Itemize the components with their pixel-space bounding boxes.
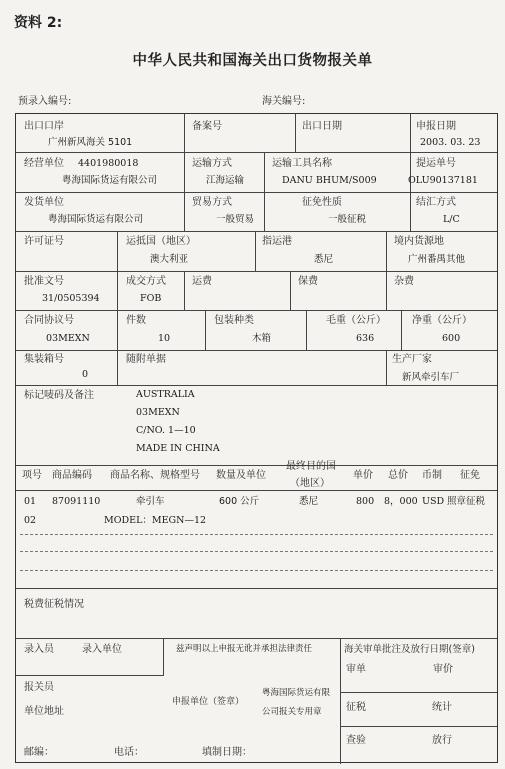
marks-label: 标记唛码及备注 <box>24 390 94 401</box>
bill-no-label: 提运单号 <box>416 158 456 169</box>
deal-value: FOB <box>140 293 162 304</box>
declare-date-label: 申报日期 <box>416 121 456 132</box>
gross-weight-label: 毛重（公斤） <box>326 315 386 326</box>
goods-row-name: 牵引车 <box>136 496 165 507</box>
manufacturer-value: 新风牵引车厂 <box>402 372 460 383</box>
marks-line: 03MEXN <box>136 407 180 418</box>
goods-row-item: 01 <box>24 496 37 507</box>
exit-port-value: 广州新风海关 5101 <box>48 137 133 148</box>
transport-mode-value: 江海运输 <box>206 175 245 186</box>
entry-unit-label: 录入单位 <box>82 644 122 655</box>
customs-approval-label: 海关审单批注及放行日期(签章) <box>344 644 475 655</box>
source-value: 广州番禺其他 <box>408 254 466 265</box>
goods-row-total: 8，000 <box>384 496 418 507</box>
tax-nature-label: 征免性质 <box>302 197 342 208</box>
inspection-label: 查验 <box>346 735 366 746</box>
unit-address-label: 单位地址 <box>24 706 64 717</box>
record-no-label: 备案号 <box>192 121 222 132</box>
goods-header-dest-region: （地区） <box>290 478 330 489</box>
goods-header-qty: 数量及单位 <box>216 470 266 481</box>
container-label: 集装箱号 <box>24 354 64 365</box>
goods-header-code: 商品编码 <box>52 470 92 481</box>
package-label: 包装种类 <box>214 315 254 326</box>
exit-port-label: 出口口岸 <box>24 121 64 132</box>
tax-nature-value: 一般征税 <box>328 214 367 225</box>
goods-row-price: 800 <box>356 496 375 507</box>
operator-value: 粤海国际货运有限公司 <box>62 175 158 186</box>
settlement-value: L/C <box>443 214 460 225</box>
deal-label: 成交方式 <box>126 276 166 287</box>
customs-stamp-text: 粤海国际货运有限 <box>262 688 331 698</box>
goods-header-levy: 征免 <box>460 470 480 481</box>
contract-value: 03MEXN <box>46 333 90 344</box>
declaration-form <box>15 113 498 763</box>
goods-header-price: 单价 <box>353 470 373 481</box>
misc-label: 杂费 <box>394 276 414 287</box>
port-label: 指运港 <box>262 236 292 247</box>
postcode-label: 邮编： <box>24 747 54 758</box>
consignor-value: 粤海国际货运有限公司 <box>48 214 144 225</box>
goods-header-name: 商品名称、规格型号 <box>110 470 200 481</box>
trade-mode-value: 一般贸易 <box>216 214 255 225</box>
phone-label: 电话： <box>114 747 144 758</box>
entry-person-label: 录入员 <box>24 644 54 655</box>
dest-country-label: 运抵国（地区） <box>126 236 196 247</box>
container-value: 0 <box>82 369 89 380</box>
marks-line: C/NO. 1—10 <box>136 425 196 436</box>
statistics-label: 统计 <box>432 702 452 713</box>
review-label: 审单 <box>346 664 366 675</box>
transport-mode-label: 运输方式 <box>192 158 232 169</box>
goods-header-currency: 币制 <box>422 470 442 481</box>
release-label: 放行 <box>432 735 452 746</box>
goods-row-levy: 照章征税 <box>447 496 486 507</box>
vehicle-label: 运输工具名称 <box>272 158 332 169</box>
declare-date-value: 2003. 03. 23 <box>420 137 481 148</box>
license-label: 许可证号 <box>24 236 64 247</box>
port-value: 悉尼 <box>314 254 334 265</box>
manufacturer-label: 生产厂家 <box>392 354 432 365</box>
pieces-label: 件数 <box>126 315 146 326</box>
goods-header-dest: 最终目的国 <box>286 461 336 472</box>
insurance-label: 保费 <box>298 276 318 287</box>
customs-no-label: 海关编号: <box>262 96 306 107</box>
marks-line: MADE IN CHINA <box>136 443 220 454</box>
operator-code: 4401980018 <box>78 158 139 169</box>
net-weight-label: 净重（公斤） <box>412 315 472 326</box>
freight-label: 运费 <box>192 276 212 287</box>
export-date-label: 出口日期 <box>302 121 342 132</box>
net-weight-value: 600 <box>442 333 461 344</box>
package-value: 木箱 <box>252 333 272 344</box>
goods-row2-model: MODEL：MEGN—12 <box>104 515 207 526</box>
marks-line: AUSTRALIA <box>136 389 195 400</box>
operator-label: 经营单位 <box>24 158 64 169</box>
goods-row2-item: 02 <box>24 515 37 526</box>
source-label: 境内货源地 <box>394 236 444 247</box>
goods-row-code: 87091110 <box>52 496 101 507</box>
goods-row-currency: USD <box>422 496 445 507</box>
approval-value: 31/0505394 <box>42 293 100 304</box>
trade-mode-label: 贸易方式 <box>192 197 232 208</box>
tax-label: 税费征税情况 <box>24 599 84 610</box>
goods-header-item: 项号 <box>22 470 42 481</box>
pre-entry-no-label: 预录入编号: <box>18 96 72 107</box>
dest-country-value: 澳大利亚 <box>150 254 189 265</box>
gross-weight-value: 636 <box>356 333 375 344</box>
statement-text: 兹声明以上申报无讹并承担法律责任 <box>176 644 313 654</box>
bill-no-value: OLU90137181 <box>408 175 478 186</box>
consignor-label: 发货单位 <box>24 197 64 208</box>
document-title: 中华人民共和国海关出口货物报关单 <box>132 53 373 69</box>
goods-header-total: 总价 <box>388 470 408 481</box>
declaring-unit-label: 申报单位（签章） <box>172 697 245 707</box>
goods-row-dest: 悉尼 <box>299 496 319 507</box>
pieces-value: 10 <box>158 333 171 344</box>
declarant-label: 报关员 <box>24 682 54 693</box>
customs-stamp-text-2: 公司报关专用章 <box>262 707 322 717</box>
settlement-label: 结汇方式 <box>416 197 456 208</box>
section-heading: 资料 2: <box>14 15 63 31</box>
documents-label: 随附单据 <box>126 354 166 365</box>
price-review-label: 审价 <box>433 664 453 675</box>
contract-label: 合同协议号 <box>24 315 74 326</box>
vehicle-value: DANU BHUM/S009 <box>282 175 377 186</box>
fill-date-label: 填制日期： <box>202 747 252 758</box>
approval-label: 批准文号 <box>24 276 64 287</box>
goods-row-qty: 600 公斤 <box>219 496 260 507</box>
levy-label: 征税 <box>346 702 366 713</box>
